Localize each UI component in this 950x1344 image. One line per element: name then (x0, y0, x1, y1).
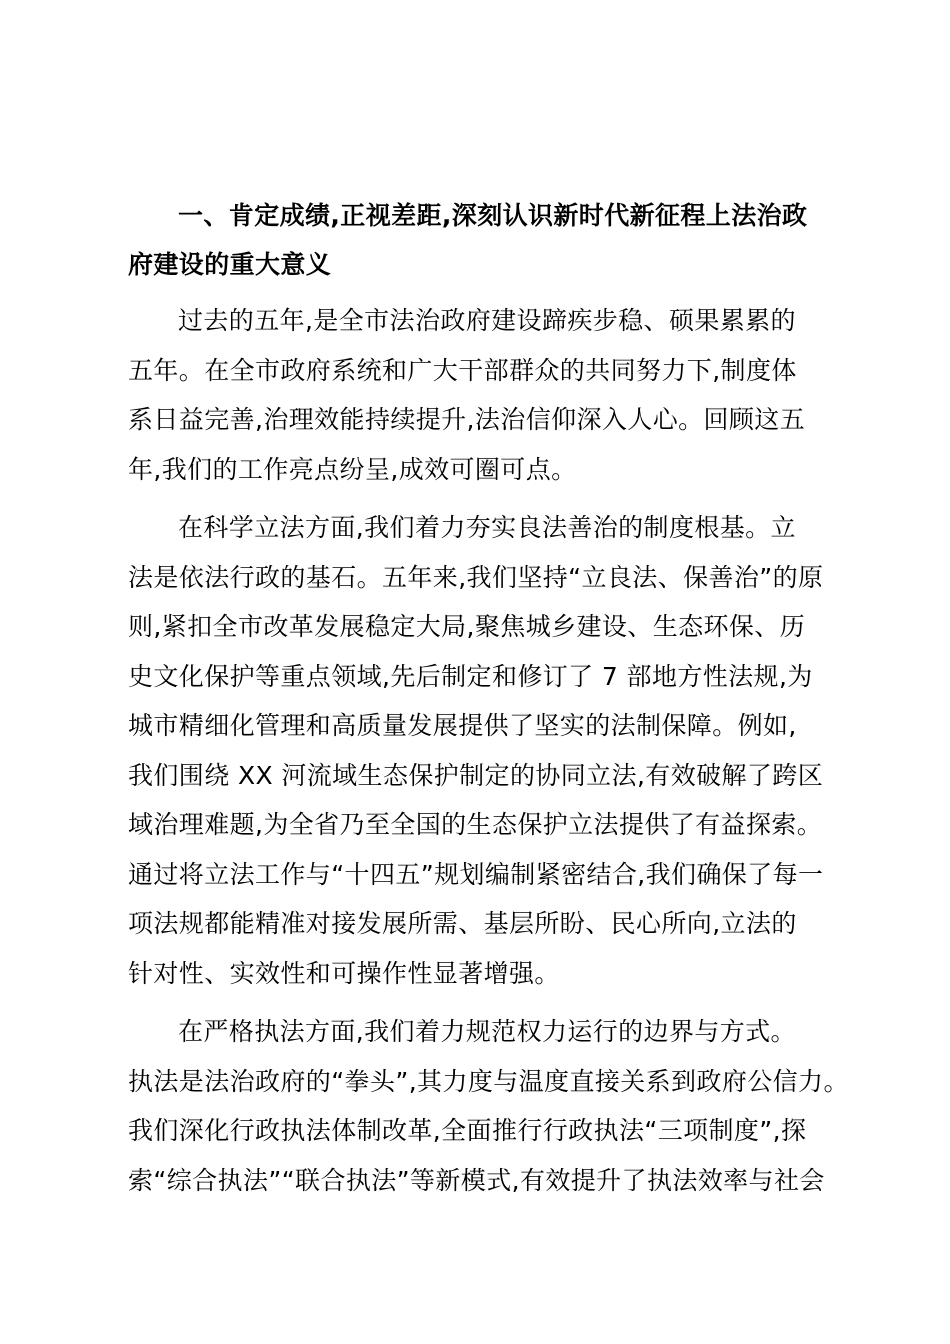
paragraph-1-line-3: 系日益完善,治理效能持续提升,法治信仰深入人心。回顾这五 (128, 405, 806, 434)
paragraph-1-line-4: 年,我们的工作亮点纷呈,成效可圈可点。 (128, 455, 577, 484)
paragraph-2-line-4: 史文化保护等重点领域,先后制定和修订了 7 部地方性法规,为 (128, 662, 813, 691)
paragraph-1-line-2: 五年。在全市政府系统和广大干部群众的共同努力下,制度体 (128, 356, 797, 385)
section-heading-line-2: 府建设的重大意义 (128, 250, 332, 279)
paragraph-2-line-2: 法是依法行政的基石。五年来,我们坚持“立良法、保善治”的原 (128, 563, 824, 592)
paragraph-1-line-1: 过去的五年,是全市法治政府建设蹄疾步稳、硕果累累的 (178, 306, 796, 335)
paragraph-2-line-3: 则,紧扣全市改革发展稳定大局,聚焦城乡建设、生态环保、历 (128, 612, 806, 641)
paragraph-3-line-2: 执法是法治政府的“拳头”,其力度与温度直接关系到政府公信力。 (128, 1067, 849, 1096)
paragraph-2-line-5: 城市精细化管理和高质量发展提供了坚实的法制保障。例如, (128, 711, 797, 740)
paragraph-3-line-3: 我们深化行政执法体制改革,全面推行行政执法“三项制度”,探 (128, 1116, 807, 1145)
paragraph-2-line-1: 在科学立法方面,我们着力夯实良法善治的制度根基。立 (178, 513, 796, 542)
paragraph-2-line-7: 域治理难题,为全省乃至全国的生态保护立法提供了有益探索。 (128, 810, 823, 839)
paragraph-2-line-6: 我们围绕 XX 河流域生态保护制定的协同立法,有效破解了跨区 (128, 761, 824, 790)
paragraph-3-line-1: 在严格执法方面,我们着力规范权力运行的边界与方式。 (178, 1017, 796, 1046)
paragraph-3-line-4: 索“综合执法”“联合执法”等新模式,有效提升了执法效率与社会 (128, 1166, 825, 1195)
paragraph-2-line-10: 针对性、实效性和可操作性显著增强。 (128, 959, 560, 988)
paragraph-2-line-9: 项法规都能精准对接发展所需、基层所盼、民心所向,立法的 (128, 909, 797, 938)
section-heading-line-1: 一、肯定成绩,正视差距,深刻认识新时代新征程上法治政 (178, 201, 808, 230)
paragraph-2-line-8: 通过将立法工作与“十四五”规划编制紧密结合,我们确保了每一 (128, 860, 824, 889)
